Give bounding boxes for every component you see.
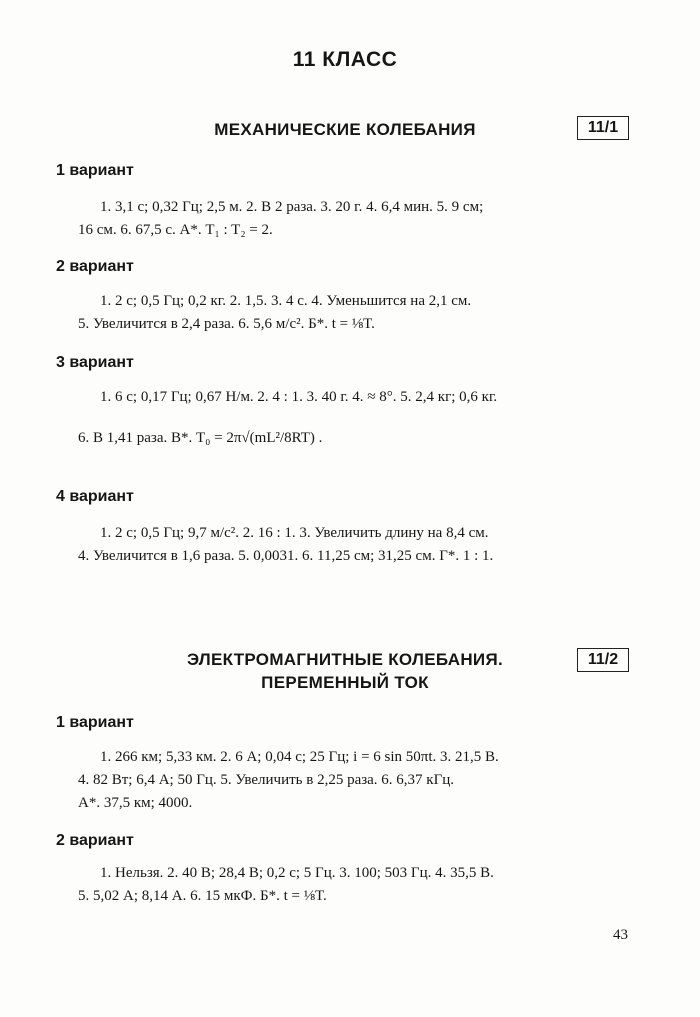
- answer-line: 1. Нельзя. 2. 40 В; 28,4 В; 0,2 с; 5 Гц. 3. 100; 503 Гц. 4. 35,5 В.: [100, 865, 494, 881]
- section-title-line: ПЕРЕМЕННЫЙ ТОК: [261, 673, 429, 692]
- answer-block: [78, 386, 618, 450]
- answer-line: 5. 5,02 А; 8,14 А. 6. 15 мкФ. Б*. t = ⅛T.: [78, 888, 327, 904]
- variant-heading: 2 вариант: [56, 832, 134, 849]
- answer-block: [78, 522, 618, 568]
- section-title-mechanical: [150, 118, 540, 141]
- page-number: 43: [613, 927, 628, 943]
- answer-block: [78, 290, 618, 336]
- answer-line-formula: 6. В 1,41 раза. В*. T₀ = 2π√(mL²/8RT) .: [78, 430, 323, 446]
- answer-line: А*. 37,5 км; 4000.: [78, 795, 193, 811]
- variant-heading: 4 вариант: [56, 488, 134, 505]
- answer-line: 1. 6 с; 0,17 Гц; 0,67 Н/м. 2. 4 : 1. 3. 40 г. 4. ≈ 8°. 5. 2,4 кг; 0,6 кг.: [100, 389, 498, 405]
- section-title-line: МЕХАНИЧЕСКИЕ КОЛЕБАНИЯ: [214, 120, 476, 139]
- answer-line: 4. Увеличится в 1,6 раза. 5. 0,0031. 6. 11,25 см; 31,25 см. Г*. 1 : 1.: [78, 548, 494, 564]
- answer-line: 16 см. 6. 67,5 с. А*. T₁ : T₂ = 2.: [78, 222, 273, 238]
- variant-heading: 1 вариант: [56, 162, 134, 179]
- section-code-box: 11/2: [577, 648, 629, 672]
- section-title-electromagnetic: [150, 648, 540, 694]
- answer-line: 1. 266 км; 5,33 км. 2. 6 А; 0,04 с; 25 Гц; i = 6 sin 50πt. 3. 21,5 В.: [100, 749, 499, 765]
- answer-block: [78, 746, 618, 815]
- section-code-box: 11/1: [577, 116, 629, 140]
- answer-block: [78, 862, 618, 908]
- variant-heading: 3 вариант: [56, 354, 134, 371]
- section-title-line: ЭЛЕКТРОМАГНИТНЫЕ КОЛЕБАНИЯ.: [186, 650, 503, 669]
- answer-line: 4. 82 Вт; 6,4 А; 50 Гц. 5. Увеличить в 2,25 раза. 6. 6,37 кГц.: [78, 772, 455, 788]
- answer-line: 1. 3,1 с; 0,32 Гц; 2,5 м. 2. В 2 раза. 3. 20 г. 4. 6,4 мин. 5. 9 см;: [100, 199, 484, 215]
- answer-block: [78, 196, 618, 242]
- page-title: 11 КЛАСС: [292, 48, 398, 71]
- answer-line: 1. 2 с; 0,5 Гц; 0,2 кг. 2. 1,5. 3. 4 с. 4. Уменьшится на 2,1 см.: [100, 293, 472, 309]
- variant-heading: 1 вариант: [56, 714, 134, 731]
- answer-line: 1. 2 с; 0,5 Гц; 9,7 м/с². 2. 16 : 1. 3. Увеличить длину на 8,4 см.: [100, 525, 489, 541]
- variant-heading: 2 вариант: [56, 258, 134, 275]
- answer-line: 5. Увеличится в 2,4 раза. 6. 5,6 м/с². Б*. t = ⅛T.: [78, 316, 375, 332]
